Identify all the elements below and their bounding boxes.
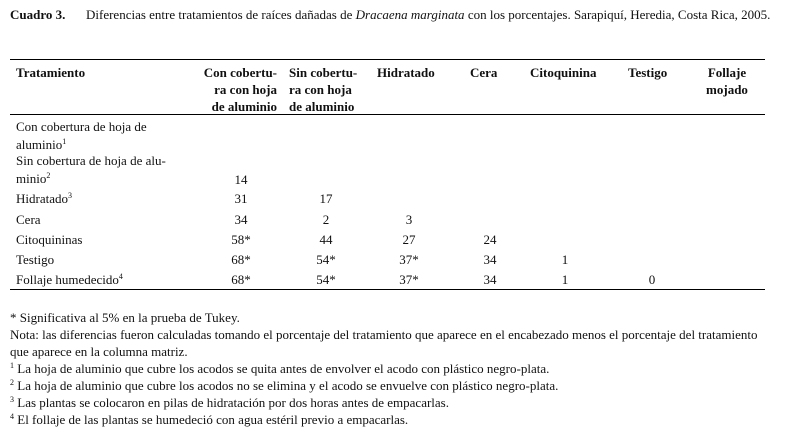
footnote-text: El follaje de las plantas se humedeció con agua estéril previo a empacarlas.	[14, 412, 409, 427]
table-row-label	[16, 211, 186, 229]
method-note: Nota: las diferencias fueron calculadas tomando el porcentaje del tratamiento que aparece en el encabezado menos el porcentaje del tratamiento que aparece en la columna matriz.	[10, 327, 758, 359]
table-cell: 54*	[316, 272, 336, 287]
header-hidratado: Hidratado	[377, 65, 435, 80]
row-label-line: Testigo	[16, 252, 55, 267]
footnote-3	[10, 394, 770, 411]
header-sin-cobertura-line: ra con hoja	[289, 82, 352, 97]
significance-note: * Significativa al 5% en la prueba de Tukey.	[10, 310, 240, 325]
table-cell: 1	[561, 252, 569, 267]
footnote-mark: 1	[10, 361, 14, 370]
header-follaje	[700, 64, 754, 98]
footnote-text: La hoja de aluminio que cubre los acodos no se elimina y el acodo se envuelve con plástico negro-plata.	[14, 378, 559, 393]
table-header-rule	[10, 114, 765, 115]
footnote-text: La hoja de aluminio que cubre los acodos se quita antes de envolver el acodo con plástico negro-plata.	[14, 361, 550, 376]
table-cell: 31	[234, 191, 248, 206]
table-cell: 54*	[316, 252, 336, 267]
table-row-label	[16, 190, 186, 208]
caption-text	[86, 6, 776, 23]
row-label-footnote-mark: 3	[67, 191, 72, 200]
table-cell: 58*	[231, 232, 251, 247]
table-cell: 0	[648, 272, 656, 287]
table-cell: 37*	[399, 252, 419, 267]
caption-species: Dracaena marginata	[355, 7, 465, 22]
row-label-line: aluminio	[16, 137, 63, 152]
table-cell: 34	[483, 252, 497, 267]
header-follaje-line: mojado	[706, 82, 748, 97]
header-con-cobertura-line: Con cobertu-	[203, 65, 277, 80]
header-sin-cobertura-line: de aluminio	[289, 99, 355, 114]
header-follaje-line: Follaje	[707, 65, 747, 80]
footnote-mark: 2	[10, 378, 14, 387]
header-sin-cobertura-line: Sin cobertu-	[289, 65, 358, 80]
table-cell: 34	[483, 272, 497, 287]
row-label-line: minio	[16, 171, 47, 186]
header-sin-cobertura	[289, 64, 371, 115]
table-cell: 1	[561, 272, 569, 287]
footnote-2	[10, 377, 770, 394]
footnote-text: Las plantas se colocaron en pilas de hidratación por dos horas antes de empacarlas.	[14, 395, 449, 410]
table-cell: 14	[234, 172, 248, 187]
footnote-mark: 3	[10, 395, 14, 404]
footnote-1	[10, 360, 770, 377]
table-row-label	[16, 152, 186, 188]
table-cell: 44	[319, 232, 333, 247]
table-cell: 27	[402, 232, 416, 247]
row-label-footnote-mark: 1	[62, 137, 67, 146]
table-bottom-rule	[10, 289, 765, 290]
header-citoquinina: Citoquinina	[530, 65, 597, 80]
row-label-line-wrap	[16, 170, 186, 188]
caption-text-after: con los porcentajes. Sarapiquí, Heredia, Costa Rica, 2005.	[464, 7, 771, 22]
row-label-line: Con cobertura de hoja de	[16, 119, 147, 134]
caption-text-before: Diferencias entre tratamientos de raíces dañadas de	[86, 7, 356, 22]
row-label-line-wrap	[16, 271, 186, 289]
header-tratamiento: Tratamiento	[16, 65, 86, 80]
row-label-footnote-mark: 2	[46, 171, 51, 180]
row-label-line: Hidratado	[16, 191, 68, 206]
caption-label: Cuadro 3.	[10, 7, 66, 22]
row-label-line: Citoquininas	[16, 232, 83, 247]
table-cell: 24	[483, 232, 497, 247]
table-row-label	[16, 118, 186, 154]
table-notes	[10, 309, 770, 428]
table-row-label	[16, 231, 186, 249]
table-cell: 17	[319, 191, 333, 206]
table-row-label	[16, 271, 186, 289]
table-cell: 34	[234, 212, 248, 227]
footnote-4	[10, 411, 770, 428]
table-cell: 68*	[231, 252, 251, 267]
table-top-rule	[10, 59, 765, 60]
header-con-cobertura	[195, 64, 277, 115]
table-cell: 37*	[399, 272, 419, 287]
table-row-label	[16, 251, 186, 269]
table-cell: 2	[322, 212, 330, 227]
row-label-footnote-mark: 4	[118, 272, 123, 281]
row-label-line: Sin cobertura de hoja de alu-	[16, 153, 166, 168]
row-label-line: Cera	[16, 212, 41, 227]
header-con-cobertura-line: de aluminio	[211, 99, 277, 114]
row-label-line: Follaje humedecido	[16, 272, 119, 287]
table-cell: 3	[405, 212, 413, 227]
header-testigo: Testigo	[628, 65, 668, 80]
footnote-mark: 4	[10, 412, 14, 421]
table-cell: 68*	[231, 272, 251, 287]
header-con-cobertura-line: ra con hoja	[214, 82, 277, 97]
header-cera: Cera	[470, 65, 498, 80]
row-label-line-wrap	[16, 190, 186, 208]
